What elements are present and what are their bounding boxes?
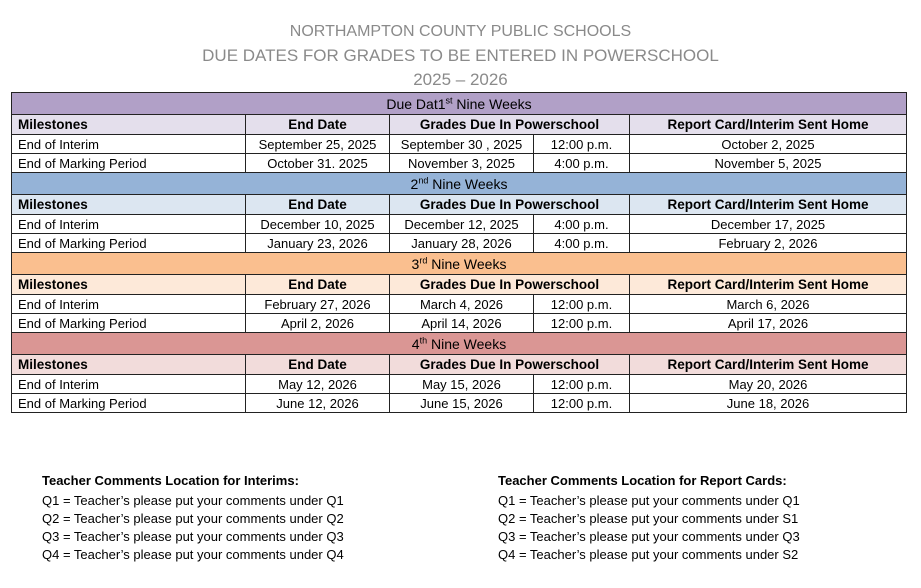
milestone-cell: End of Marking Period <box>12 394 246 413</box>
quarter-title-prefix: Due Dat1 <box>386 95 446 112</box>
quarter-title-ordinal: th <box>419 334 428 345</box>
quarter-title-ordinal: rd <box>419 254 428 265</box>
milestone-cell: End of Interim <box>12 135 246 154</box>
report-card-header: Report Card/Interim Sent Home <box>630 195 907 215</box>
milestone-cell: End of Interim <box>12 295 246 314</box>
end-date-header: End Date <box>246 355 390 375</box>
sent-home-cell: June 18, 2026 <box>630 394 907 413</box>
grades-due-header: Grades Due In Powerschool <box>390 355 630 375</box>
quarter-band-row <box>12 253 907 275</box>
end-date-cell: October 31. 2025 <box>246 154 390 173</box>
due-date-cell: November 3, 2025 <box>390 154 534 173</box>
milestone-cell: End of Marking Period <box>12 234 246 253</box>
grades-due-header: Grades Due In Powerschool <box>390 275 630 295</box>
end-date-cell: February 27, 2026 <box>246 295 390 314</box>
due-date-cell: January 28, 2026 <box>390 234 534 253</box>
interim-note-line: Q4 = Teacher’s please put your comments under Q4 <box>42 547 344 562</box>
report-card-note-line: Q4 = Teacher’s please put your comments under S2 <box>498 547 799 562</box>
end-date-cell: December 10, 2025 <box>246 215 390 234</box>
quarter-title-prefix: 3 <box>411 255 420 272</box>
interim-notes-title: Teacher Comments Location for Interims: <box>42 473 299 488</box>
quarter-title <box>12 173 907 195</box>
quarter-band-row <box>12 173 907 195</box>
quarter-title <box>12 253 907 275</box>
milestone-cell: End of Interim <box>12 375 246 394</box>
table-row <box>12 314 907 333</box>
quarter-title-suffix: Nine Weeks <box>452 95 532 112</box>
table-row <box>12 375 907 394</box>
due-date-cell: April 14, 2026 <box>390 314 534 333</box>
milestones-header: Milestones <box>12 195 246 215</box>
interim-comments-notes <box>42 472 344 564</box>
interim-note-line: Q2 = Teacher’s please put your comments under Q2 <box>42 511 344 526</box>
report-card-note-line: Q2 = Teacher’s please put your comments under S1 <box>498 511 799 526</box>
end-date-cell: April 2, 2026 <box>246 314 390 333</box>
quarter-band-row <box>12 333 907 355</box>
quarter-title-prefix: 2 <box>410 175 419 192</box>
due-time-cell: 12:00 p.m. <box>534 394 630 413</box>
interim-note-line: Q3 = Teacher’s please put your comments under Q3 <box>42 529 344 544</box>
report-card-note-line: Q1 = Teacher’s please put your comments under Q1 <box>498 493 800 508</box>
sent-home-cell: March 6, 2026 <box>630 295 907 314</box>
district-name: NORTHAMPTON COUNTY PUBLIC SCHOOLS <box>289 23 632 40</box>
due-time-cell: 4:00 p.m. <box>534 234 630 253</box>
due-dates-table <box>11 92 907 413</box>
quarter-title-suffix: Nine Weeks <box>427 255 507 272</box>
sent-home-cell: February 2, 2026 <box>630 234 907 253</box>
column-header-row <box>12 195 907 215</box>
due-time-cell: 4:00 p.m. <box>534 215 630 234</box>
sent-home-cell: December 17, 2025 <box>630 215 907 234</box>
table-row <box>12 394 907 413</box>
end-date-header: End Date <box>246 195 390 215</box>
end-date-header: End Date <box>246 275 390 295</box>
table-row <box>12 154 907 173</box>
report-card-note-line: Q3 = Teacher’s please put your comments under Q3 <box>498 529 800 544</box>
milestones-header: Milestones <box>12 275 246 295</box>
column-header-row <box>12 355 907 375</box>
due-time-cell: 12:00 p.m. <box>534 295 630 314</box>
milestones-header: Milestones <box>12 115 246 135</box>
table-row <box>12 135 907 154</box>
due-time-cell: 12:00 p.m. <box>534 314 630 333</box>
due-date-cell: June 15, 2026 <box>390 394 534 413</box>
report-card-header: Report Card/Interim Sent Home <box>630 115 907 135</box>
school-year: 2025 – 2026 <box>413 70 508 89</box>
sent-home-cell: November 5, 2025 <box>630 154 907 173</box>
milestone-cell: End of Marking Period <box>12 154 246 173</box>
quarter-title-prefix: 4 <box>411 335 420 352</box>
sent-home-cell: May 20, 2026 <box>630 375 907 394</box>
quarter-title <box>12 333 907 355</box>
end-date-header: End Date <box>246 115 390 135</box>
quarter-title-suffix: Nine Weeks <box>428 175 508 192</box>
column-header-row <box>12 275 907 295</box>
report-card-comments-notes <box>498 472 800 564</box>
report-card-notes-title: Teacher Comments Location for Report Cards: <box>498 473 787 488</box>
due-date-cell: September 30 , 2025 <box>390 135 534 154</box>
report-card-header: Report Card/Interim Sent Home <box>630 355 907 375</box>
column-header-row <box>12 115 907 135</box>
due-date-cell: May 15, 2026 <box>390 375 534 394</box>
end-date-cell: May 12, 2026 <box>246 375 390 394</box>
due-time-cell: 12:00 p.m. <box>534 375 630 394</box>
table-row <box>12 234 907 253</box>
table-row <box>12 295 907 314</box>
interim-note-line: Q1 = Teacher’s please put your comments under Q1 <box>42 493 344 508</box>
document-title: DUE DATES FOR GRADES TO BE ENTERED IN POWERSCHOOL <box>202 46 719 65</box>
document-header <box>0 20 921 92</box>
quarter-title <box>12 93 907 115</box>
sent-home-cell: October 2, 2025 <box>630 135 907 154</box>
end-date-cell: January 23, 2026 <box>246 234 390 253</box>
quarter-title-ordinal: nd <box>418 174 429 185</box>
report-card-header: Report Card/Interim Sent Home <box>630 275 907 295</box>
due-date-cell: March 4, 2026 <box>390 295 534 314</box>
quarter-band-row <box>12 93 907 115</box>
due-date-cell: December 12, 2025 <box>390 215 534 234</box>
grades-due-header: Grades Due In Powerschool <box>390 115 630 135</box>
sent-home-cell: April 17, 2026 <box>630 314 907 333</box>
milestone-cell: End of Marking Period <box>12 314 246 333</box>
milestone-cell: End of Interim <box>12 215 246 234</box>
quarter-title-ordinal: st <box>445 94 453 105</box>
due-time-cell: 12:00 p.m. <box>534 135 630 154</box>
grades-due-header: Grades Due In Powerschool <box>390 195 630 215</box>
end-date-cell: June 12, 2026 <box>246 394 390 413</box>
end-date-cell: September 25, 2025 <box>246 135 390 154</box>
milestones-header: Milestones <box>12 355 246 375</box>
table-row <box>12 215 907 234</box>
due-time-cell: 4:00 p.m. <box>534 154 630 173</box>
quarter-title-suffix: Nine Weeks <box>427 335 507 352</box>
